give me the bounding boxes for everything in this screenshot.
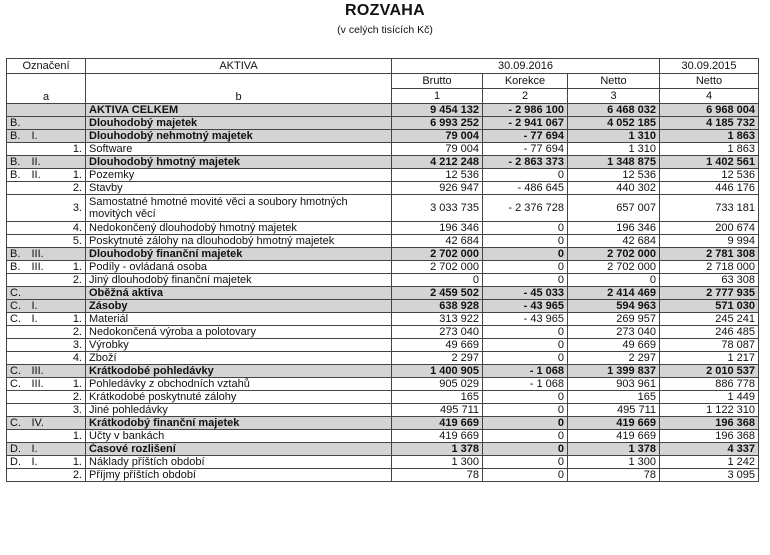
row-code-section: B. (7, 169, 29, 182)
row-code-section: B. (7, 261, 29, 274)
row-netto: 2 414 469 (568, 287, 660, 300)
row-netto-prior: 1 863 (660, 143, 759, 156)
row-netto: 1 310 (568, 130, 660, 143)
header-col-a: a (7, 74, 86, 104)
row-korekce: - 77 694 (483, 130, 568, 143)
row-code-item (55, 443, 86, 456)
table-row (7, 287, 759, 300)
row-code-item (55, 130, 86, 143)
row-label: Samostatné hmotné movité věci a soubory hmotných movitých věcí (86, 195, 392, 222)
row-code-section (7, 352, 29, 365)
row-korekce: - 2 376 728 (483, 195, 568, 222)
table-row (7, 156, 759, 169)
row-code-group: II. (29, 169, 55, 182)
row-korekce: - 1 068 (483, 365, 568, 378)
row-netto: 1 310 (568, 143, 660, 156)
row-code-item: 1. (55, 169, 86, 182)
row-code-group (29, 287, 55, 300)
row-code-item: 1. (55, 430, 86, 443)
row-korekce: - 1 068 (483, 378, 568, 391)
row-netto: 6 468 032 (568, 104, 660, 117)
row-code-group: III. (29, 261, 55, 274)
row-brutto: 419 669 (392, 417, 483, 430)
row-code-section (7, 469, 29, 482)
balance-sheet-table (6, 58, 759, 482)
row-code-section (7, 104, 29, 117)
row-brutto: 905 029 (392, 378, 483, 391)
header-korekce: Korekce (483, 74, 568, 89)
row-code-item: 1. (55, 261, 86, 274)
row-code-group: IV. (29, 417, 55, 430)
row-korekce: 0 (483, 339, 568, 352)
row-netto: 594 963 (568, 300, 660, 313)
row-korekce: 0 (483, 391, 568, 404)
row-code-group: I. (29, 443, 55, 456)
row-code-group: III. (29, 248, 55, 261)
row-brutto: 196 346 (392, 222, 483, 235)
row-brutto: 419 669 (392, 430, 483, 443)
header-netto: Netto (568, 74, 660, 89)
row-netto: 903 961 (568, 378, 660, 391)
row-korekce: 0 (483, 456, 568, 469)
header-col-3: 3 (568, 89, 660, 104)
row-netto-prior: 78 087 (660, 339, 759, 352)
row-netto-prior: 9 994 (660, 235, 759, 248)
row-code-item: 1. (55, 313, 86, 326)
row-netto-prior: 6 968 004 (660, 104, 759, 117)
row-code-section: C. (7, 287, 29, 300)
row-brutto: 2 459 502 (392, 287, 483, 300)
row-label: Náklady příštích období (86, 456, 392, 469)
row-code-section (7, 235, 29, 248)
row-code-item: 3. (55, 195, 86, 222)
row-label: Pohledávky z obchodních vztahů (86, 378, 392, 391)
row-code-group (29, 352, 55, 365)
table-row (7, 430, 759, 443)
row-code-group: I. (29, 456, 55, 469)
row-brutto: 79 004 (392, 130, 483, 143)
row-label: Zásoby (86, 300, 392, 313)
row-netto-prior: 571 030 (660, 300, 759, 313)
row-label: Dlouhodobý hmotný majetek (86, 156, 392, 169)
row-netto-prior: 2 777 935 (660, 287, 759, 300)
header-row-1 (7, 59, 759, 74)
row-code-group (29, 404, 55, 417)
header-period-current: 30.09.2016 (392, 59, 660, 74)
row-code-group (29, 339, 55, 352)
row-label: Jiné pohledávky (86, 404, 392, 417)
row-label: Nedokončená výroba a polotovary (86, 326, 392, 339)
row-netto: 495 711 (568, 404, 660, 417)
row-netto-prior: 1 242 (660, 456, 759, 469)
row-code-item: 1. (55, 143, 86, 156)
row-netto: 419 669 (568, 430, 660, 443)
row-code-section (7, 339, 29, 352)
row-code-section (7, 195, 29, 222)
row-code-group (29, 430, 55, 443)
row-korekce: - 2 986 100 (483, 104, 568, 117)
table-row (7, 326, 759, 339)
row-label: Krátkodobé pohledávky (86, 365, 392, 378)
row-label: Krátkodobé poskytnuté zálohy (86, 391, 392, 404)
row-code-group (29, 182, 55, 195)
row-code-group (29, 235, 55, 248)
row-brutto: 1 400 905 (392, 365, 483, 378)
row-brutto: 273 040 (392, 326, 483, 339)
table-row (7, 248, 759, 261)
row-code-item: 3. (55, 339, 86, 352)
row-code-item (55, 287, 86, 300)
row-code-group: III. (29, 378, 55, 391)
row-code-section: C. (7, 378, 29, 391)
row-code-item (55, 300, 86, 313)
header-col-b: b (86, 74, 392, 104)
header-oznaceni: Označení (7, 59, 86, 74)
row-code-section: C. (7, 313, 29, 326)
row-brutto: 4 212 248 (392, 156, 483, 169)
document-title: ROZVAHA (344, 2, 426, 19)
row-netto: 657 007 (568, 195, 660, 222)
table-row (7, 117, 759, 130)
table-row (7, 130, 759, 143)
row-brutto: 2 297 (392, 352, 483, 365)
row-code-section (7, 404, 29, 417)
row-code-section: C. (7, 365, 29, 378)
row-netto: 0 (568, 274, 660, 287)
row-code-group: II. (29, 156, 55, 169)
header-col-2: 2 (483, 89, 568, 104)
row-label: Krátkodobý finanční majetek (86, 417, 392, 430)
table-row (7, 235, 759, 248)
row-label: AKTIVA CELKEM (86, 104, 392, 117)
row-brutto: 49 669 (392, 339, 483, 352)
table-row (7, 417, 759, 430)
row-code-item: 1. (55, 456, 86, 469)
row-netto-prior: 3 095 (660, 469, 759, 482)
row-netto-prior: 246 485 (660, 326, 759, 339)
row-korekce: 0 (483, 261, 568, 274)
row-korekce: - 2 863 373 (483, 156, 568, 169)
row-netto: 440 302 (568, 182, 660, 195)
table-row (7, 339, 759, 352)
row-code-item (55, 117, 86, 130)
row-korekce: 0 (483, 169, 568, 182)
row-netto: 196 346 (568, 222, 660, 235)
row-netto-prior: 245 241 (660, 313, 759, 326)
row-korekce: 0 (483, 235, 568, 248)
row-brutto: 42 684 (392, 235, 483, 248)
row-label: Stavby (86, 182, 392, 195)
row-netto-prior: 4 337 (660, 443, 759, 456)
row-netto-prior: 886 778 (660, 378, 759, 391)
row-brutto: 495 711 (392, 404, 483, 417)
row-label: Zboží (86, 352, 392, 365)
row-brutto: 313 922 (392, 313, 483, 326)
row-label: Dlouhodobý nehmotný majetek (86, 130, 392, 143)
row-netto-prior: 63 308 (660, 274, 759, 287)
row-netto-prior: 1 449 (660, 391, 759, 404)
row-netto-prior: 1 217 (660, 352, 759, 365)
table-row (7, 300, 759, 313)
row-korekce: - 43 965 (483, 313, 568, 326)
table-row (7, 404, 759, 417)
row-brutto: 1 300 (392, 456, 483, 469)
row-brutto: 3 033 735 (392, 195, 483, 222)
row-netto: 2 702 000 (568, 261, 660, 274)
row-brutto: 9 454 132 (392, 104, 483, 117)
row-code-group: III. (29, 365, 55, 378)
row-korekce: - 43 965 (483, 300, 568, 313)
row-code-item: 2. (55, 469, 86, 482)
table-row (7, 274, 759, 287)
row-korekce: 0 (483, 430, 568, 443)
row-netto-prior: 12 536 (660, 169, 759, 182)
row-label: Podíly - ovládaná osoba (86, 261, 392, 274)
table-row (7, 469, 759, 482)
row-netto: 1 348 875 (568, 156, 660, 169)
row-netto-prior: 196 368 (660, 417, 759, 430)
row-code-group (29, 143, 55, 156)
table-row (7, 222, 759, 235)
row-code-item (55, 417, 86, 430)
row-netto: 78 (568, 469, 660, 482)
row-code-group: I. (29, 130, 55, 143)
row-code-section (7, 430, 29, 443)
header-brutto: Brutto (392, 74, 483, 89)
row-netto-prior: 1 122 310 (660, 404, 759, 417)
row-netto: 2 297 (568, 352, 660, 365)
row-code-group: I. (29, 300, 55, 313)
row-code-section (7, 182, 29, 195)
row-code-item (55, 104, 86, 117)
row-code-section (7, 326, 29, 339)
table-row (7, 365, 759, 378)
row-label: Poskytnuté zálohy na dlouhodobý hmotný majetek (86, 235, 392, 248)
row-code-section (7, 391, 29, 404)
header-row-2 (7, 74, 759, 89)
row-label: Dlouhodobý majetek (86, 117, 392, 130)
row-korekce: 0 (483, 222, 568, 235)
table-row (7, 456, 759, 469)
row-netto: 1 399 837 (568, 365, 660, 378)
row-code-item: 2. (55, 274, 86, 287)
row-korekce: 0 (483, 469, 568, 482)
row-netto: 49 669 (568, 339, 660, 352)
row-netto: 165 (568, 391, 660, 404)
row-label: Materiál (86, 313, 392, 326)
row-brutto: 78 (392, 469, 483, 482)
table-row (7, 195, 759, 222)
row-code-group (29, 222, 55, 235)
row-code-item: 1. (55, 378, 86, 391)
row-code-section: C. (7, 417, 29, 430)
row-code-group (29, 326, 55, 339)
row-brutto: 2 702 000 (392, 261, 483, 274)
row-code-item (55, 156, 86, 169)
table-row (7, 443, 759, 456)
table-row (7, 169, 759, 182)
row-netto-prior: 4 185 732 (660, 117, 759, 130)
row-code-item: 2. (55, 326, 86, 339)
row-netto-prior: 200 674 (660, 222, 759, 235)
table-body (7, 59, 759, 482)
row-brutto: 2 702 000 (392, 248, 483, 261)
row-netto: 42 684 (568, 235, 660, 248)
row-brutto: 79 004 (392, 143, 483, 156)
row-code-section: C. (7, 300, 29, 313)
table-row (7, 104, 759, 117)
row-korekce: 0 (483, 352, 568, 365)
row-netto-prior: 446 176 (660, 182, 759, 195)
row-brutto: 6 993 252 (392, 117, 483, 130)
row-brutto: 12 536 (392, 169, 483, 182)
row-code-group (29, 391, 55, 404)
table-row (7, 313, 759, 326)
row-korekce: - 2 941 067 (483, 117, 568, 130)
row-korekce: 0 (483, 274, 568, 287)
row-code-item: 4. (55, 352, 86, 365)
row-brutto: 926 947 (392, 182, 483, 195)
row-code-group (29, 104, 55, 117)
row-korekce: 0 (483, 326, 568, 339)
row-code-section: D. (7, 443, 29, 456)
table-row (7, 261, 759, 274)
row-label: Software (86, 143, 392, 156)
row-code-section: B. (7, 248, 29, 261)
row-korekce: 0 (483, 404, 568, 417)
row-korekce: 0 (483, 417, 568, 430)
table-row (7, 352, 759, 365)
header-col-4: 4 (660, 89, 759, 104)
row-korekce: - 486 645 (483, 182, 568, 195)
table-row (7, 143, 759, 156)
row-label: Dlouhodobý finanční majetek (86, 248, 392, 261)
row-label: Jiný dlouhodobý finanční majetek (86, 274, 392, 287)
row-netto: 2 702 000 (568, 248, 660, 261)
row-code-section: B. (7, 117, 29, 130)
row-netto: 419 669 (568, 417, 660, 430)
row-netto: 1 300 (568, 456, 660, 469)
row-netto: 12 536 (568, 169, 660, 182)
row-code-group (29, 274, 55, 287)
row-netto-prior: 1 863 (660, 130, 759, 143)
document-subtitle: (v celých tisících Kč) (337, 24, 433, 36)
row-code-item: 4. (55, 222, 86, 235)
row-netto: 269 957 (568, 313, 660, 326)
row-brutto: 165 (392, 391, 483, 404)
header-period-prior: 30.09.2015 (660, 59, 759, 74)
row-code-group: I. (29, 313, 55, 326)
row-brutto: 1 378 (392, 443, 483, 456)
header-aktiva: AKTIVA (86, 59, 392, 74)
row-code-item: 2. (55, 182, 86, 195)
row-netto-prior: 1 402 561 (660, 156, 759, 169)
row-netto-prior: 2 718 000 (660, 261, 759, 274)
row-label: Výrobky (86, 339, 392, 352)
row-code-group (29, 195, 55, 222)
row-code-section (7, 222, 29, 235)
row-code-group (29, 117, 55, 130)
row-code-item: 3. (55, 404, 86, 417)
table-row (7, 182, 759, 195)
row-netto-prior: 733 181 (660, 195, 759, 222)
row-korekce: - 77 694 (483, 143, 568, 156)
row-code-section (7, 274, 29, 287)
row-korekce: 0 (483, 443, 568, 456)
row-label: Oběžná aktiva (86, 287, 392, 300)
table-row (7, 378, 759, 391)
row-code-group (29, 469, 55, 482)
row-code-item (55, 248, 86, 261)
header-col-1: 1 (392, 89, 483, 104)
header-netto-prior: Netto (660, 74, 759, 89)
row-label: Účty v bankách (86, 430, 392, 443)
table-row (7, 391, 759, 404)
row-code-item: 5. (55, 235, 86, 248)
row-netto: 1 378 (568, 443, 660, 456)
row-code-item: 2. (55, 391, 86, 404)
row-netto-prior: 196 368 (660, 430, 759, 443)
row-brutto: 638 928 (392, 300, 483, 313)
row-code-item (55, 365, 86, 378)
row-brutto: 0 (392, 274, 483, 287)
row-label: Příjmy příštích období (86, 469, 392, 482)
row-korekce: 0 (483, 248, 568, 261)
row-netto: 4 052 185 (568, 117, 660, 130)
row-netto: 273 040 (568, 326, 660, 339)
row-netto-prior: 2 010 537 (660, 365, 759, 378)
row-korekce: - 45 033 (483, 287, 568, 300)
row-netto-prior: 2 781 308 (660, 248, 759, 261)
row-code-section: B. (7, 156, 29, 169)
row-code-section (7, 143, 29, 156)
row-label: Pozemky (86, 169, 392, 182)
row-label: Časové rozlišení (86, 443, 392, 456)
row-code-section: B. (7, 130, 29, 143)
row-label: Nedokončený dlouhodobý hmotný majetek (86, 222, 392, 235)
row-code-section: D. (7, 456, 29, 469)
